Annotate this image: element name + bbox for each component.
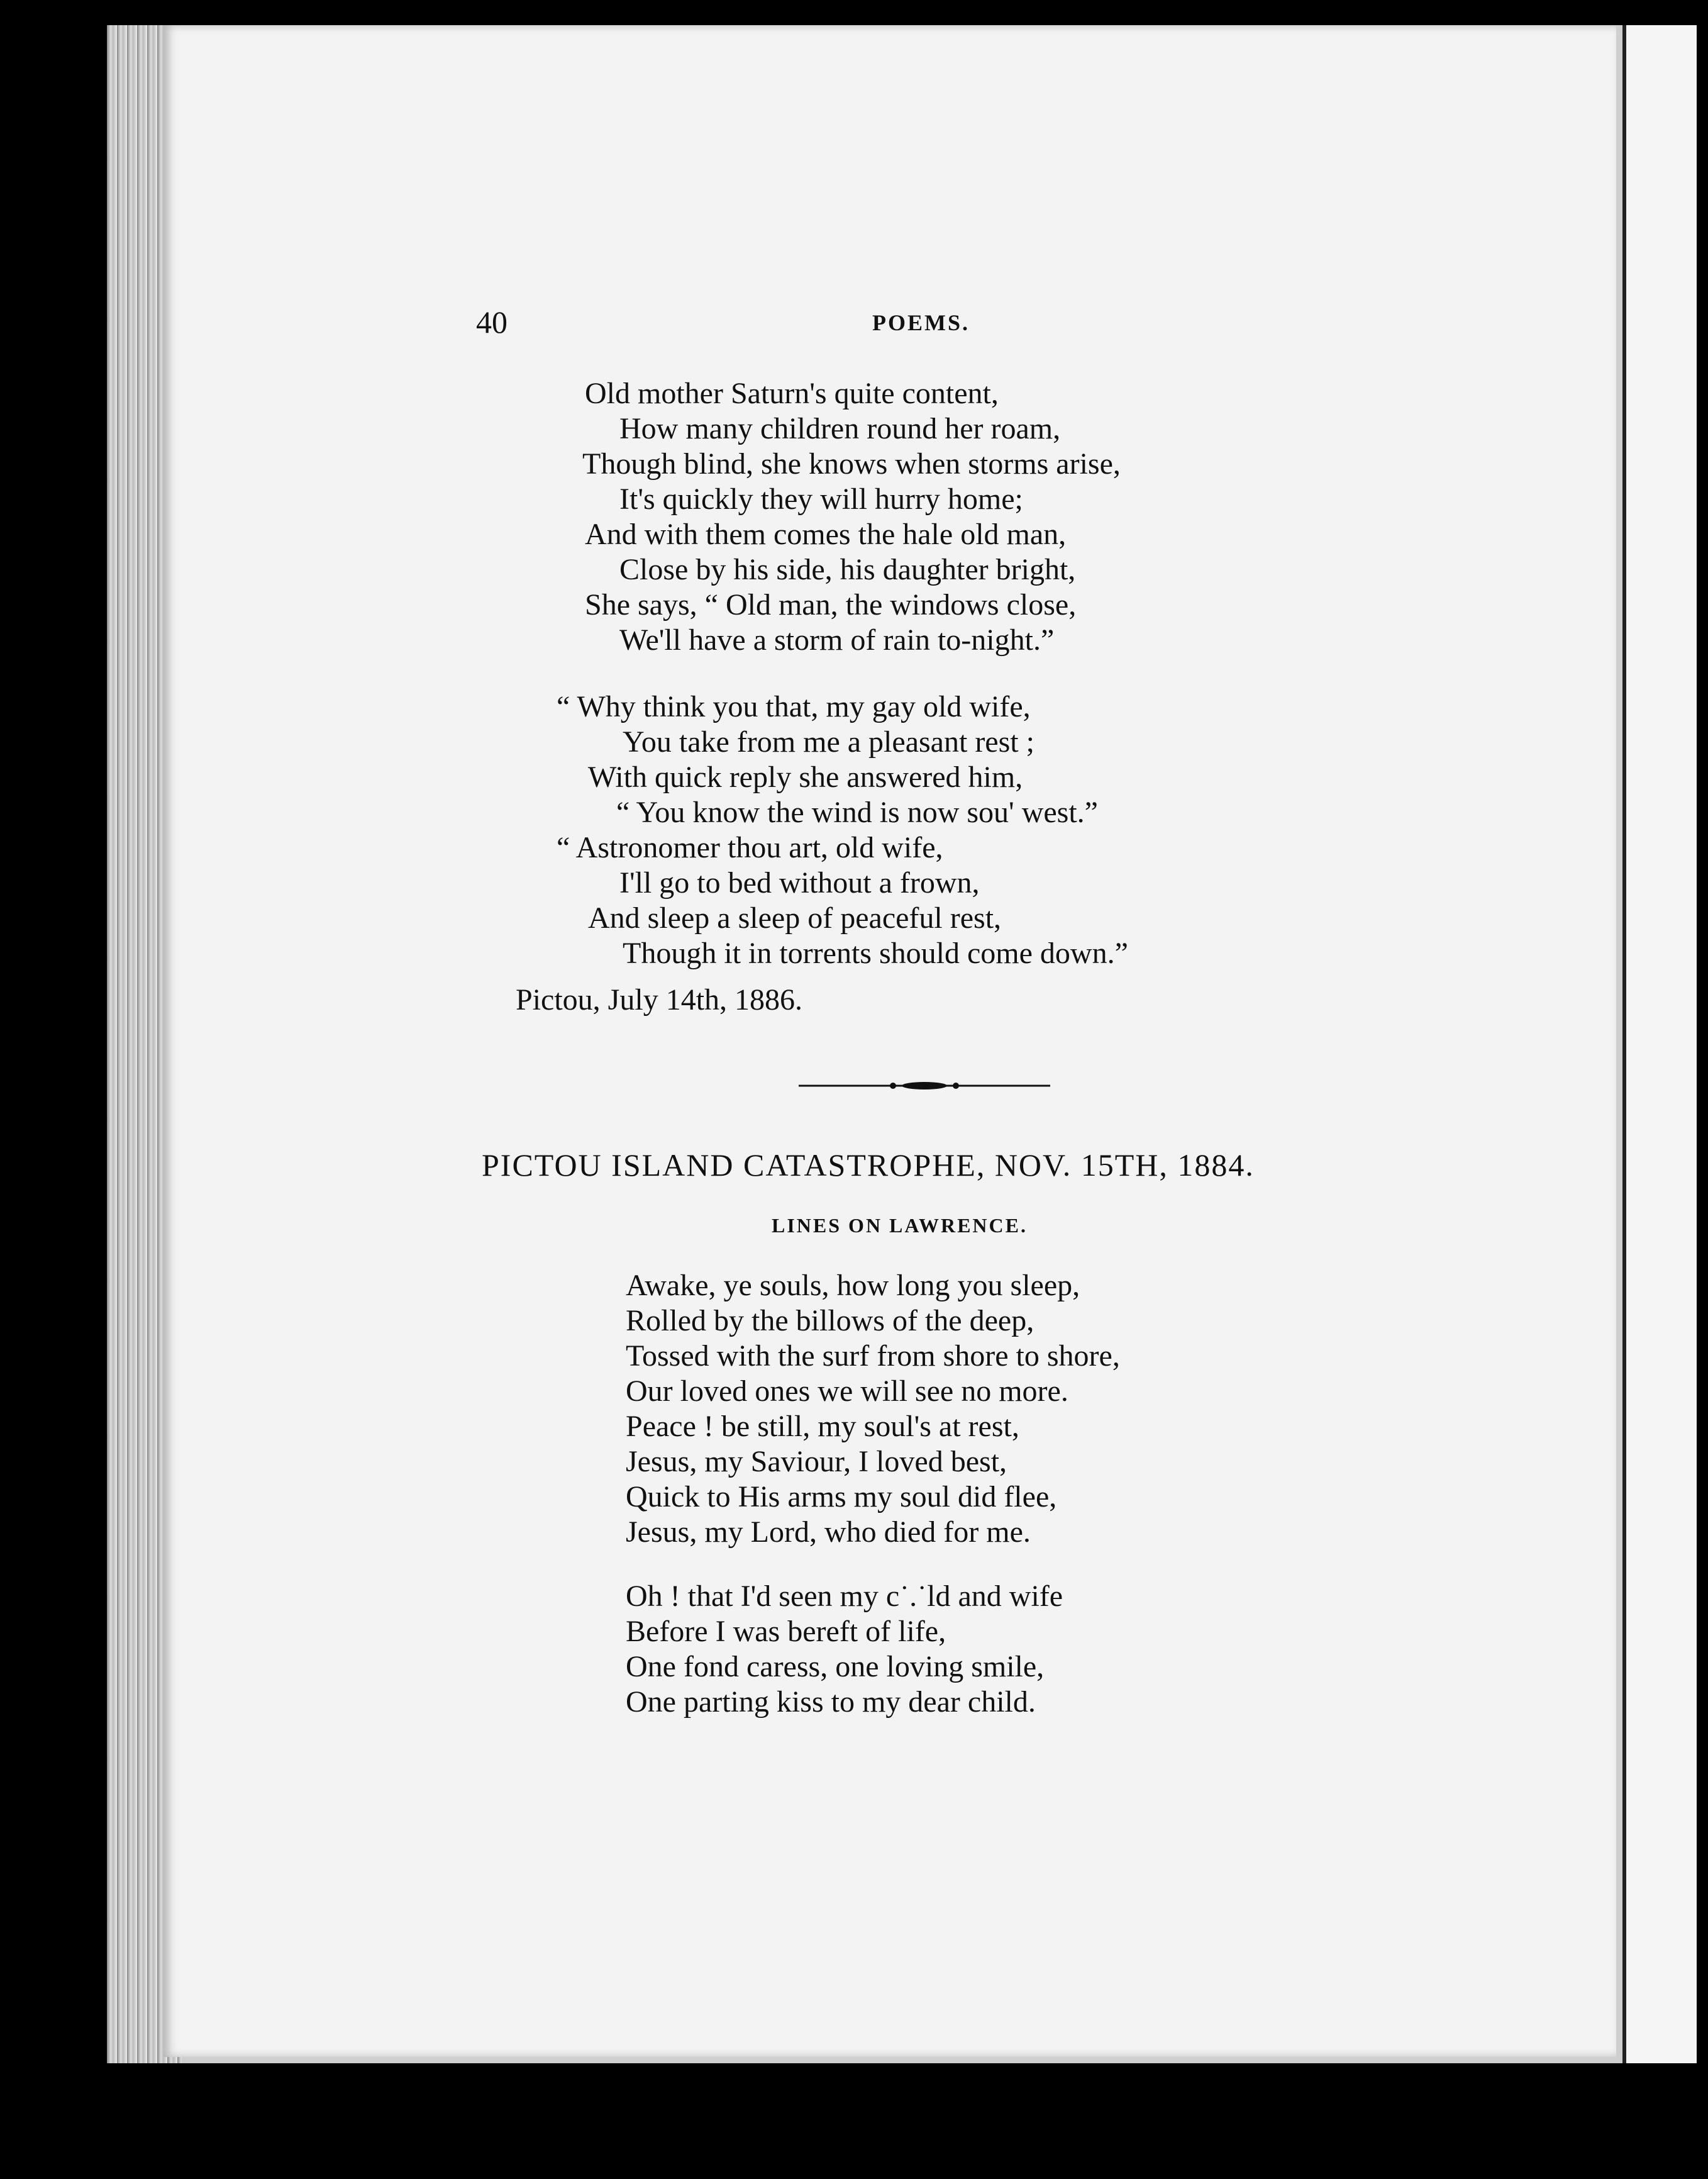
poem-line: Before I was bereft of life, (626, 1615, 946, 1648)
poem-line: Though it in torrents should come down.” (623, 937, 1128, 970)
poem-line: It's quickly they will hurry home; (619, 482, 1023, 516)
poem-line: Close by his side, his daughter bright, (619, 553, 1076, 586)
poem-line: With quick reply she answered him, (588, 761, 1023, 794)
poem-line: One fond caress, one loving smile, (626, 1650, 1045, 1683)
poem-line: Old mother Saturn's quite content, (585, 377, 999, 410)
poem-line: One parting kiss to my dear child. (626, 1685, 1036, 1719)
poem-line: “ You know the wind is now sou' west.” (616, 796, 1098, 829)
poem-line: Awake, ye souls, how long you sleep, (626, 1269, 1080, 1302)
page-number: 40 (476, 304, 507, 340)
scan-border (1697, 0, 1708, 2179)
poem-line: She says, “ Old man, the windows close, (585, 588, 1077, 621)
poem-line: I'll go to bed without a frown, (619, 866, 980, 900)
poem-line: “ Astronomer thou art, old wife, (557, 831, 943, 864)
poem-line: And with them comes the hale old man, (585, 518, 1067, 551)
facing-page-edge (1622, 25, 1708, 2063)
poem-line: And sleep a sleep of peaceful rest, (588, 901, 1002, 935)
poem-line: Our loved ones we will see no more. (626, 1374, 1068, 1408)
ornamental-divider (799, 1082, 1050, 1090)
section-subtitle: LINES ON LAWRENCE. (772, 1214, 1028, 1237)
poem-line: You take from me a pleasant rest ; (623, 725, 1034, 759)
poem-line: We'll have a storm of rain to-night.” (619, 623, 1055, 657)
poem-line: Jesus, my Lord, who died for me. (626, 1515, 1031, 1549)
running-head: POEMS. (872, 310, 970, 335)
poem-line: Though blind, she knows when storms arise, (582, 447, 1121, 481)
poem-date: Pictou, July 14th, 1886. (516, 983, 803, 1017)
poem-line: Quick to His arms my soul did flee, (626, 1480, 1057, 1513)
poem-line: Tossed with the surf from shore to shore, (626, 1339, 1120, 1373)
poem-line: How many children round her roam, (619, 412, 1061, 445)
poem-line: Rolled by the billows of the deep, (626, 1304, 1034, 1337)
section-title: PICTOU ISLAND CATASTROPHE, NOV. 15TH, 1884. (482, 1147, 1255, 1183)
poem-line: Peace ! be still, my soul's at rest, (626, 1410, 1019, 1443)
poem-line: Oh ! that I'd seen my c˙.˙ld and wife (626, 1580, 1063, 1613)
poem-line: Jesus, my Saviour, I loved best, (626, 1445, 1007, 1478)
poem-line: “ Why think you that, my gay old wife, (557, 690, 1031, 723)
